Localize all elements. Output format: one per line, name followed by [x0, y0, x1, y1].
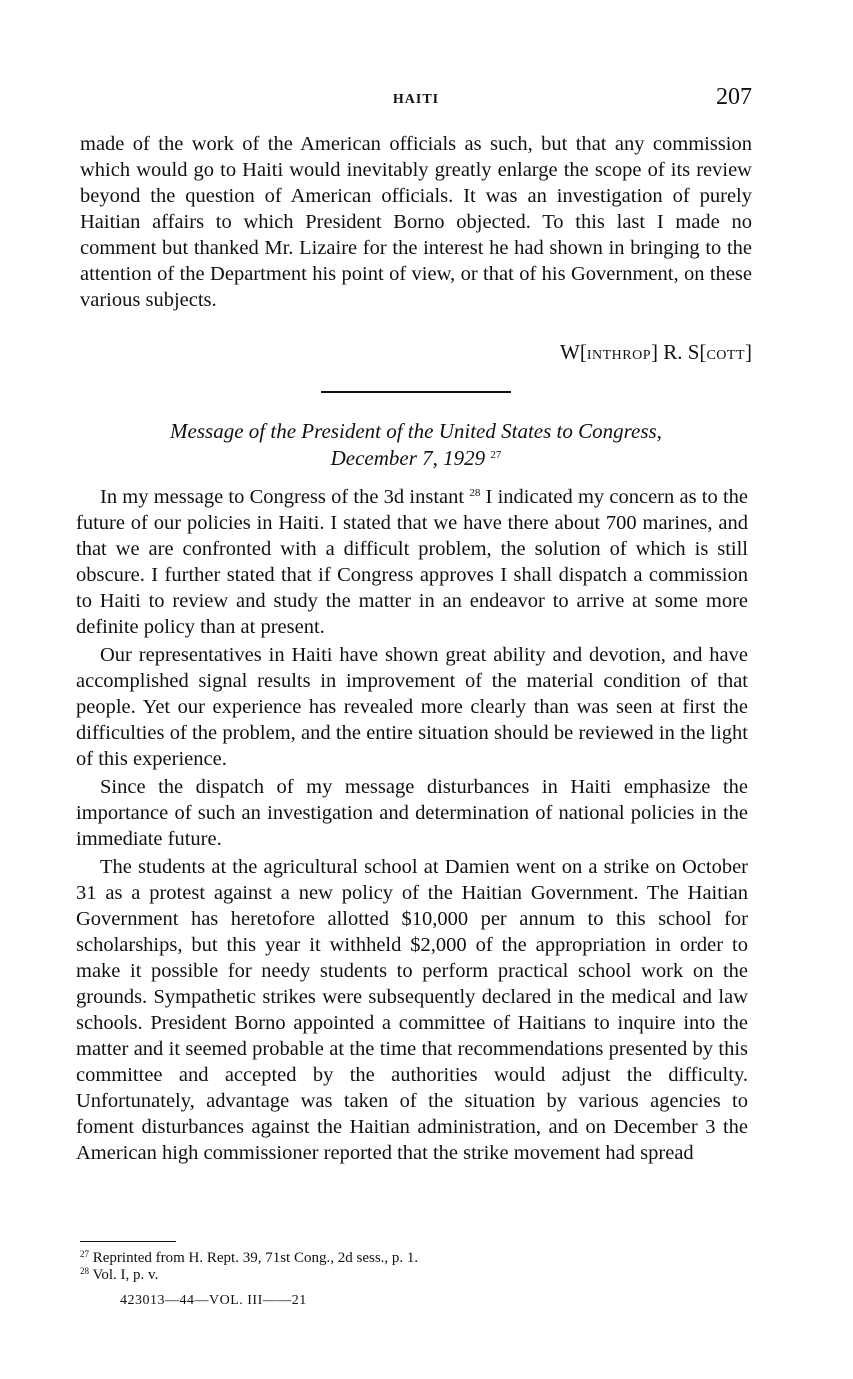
message-body [76, 484, 748, 1168]
heading-line-2 [80, 445, 752, 472]
footnote-28 [80, 1267, 752, 1284]
body-paragraph-1-rest: I indicated my concern as to the future of our policies in Haiti. I stated that we have there about 700 marines, and that we are confronted with a difficult problem, the solution of which is still obscure. I further stated that if Congress approves I shall dispatch a commission to Haiti to review and study the matter in an endeavor to arrive at some more definite policy than at present. [76, 486, 749, 638]
footnote-ref-27: 27 [490, 449, 502, 461]
signature-inthrop: INTHROP [586, 348, 651, 363]
footnote-number: 27 [80, 1249, 89, 1259]
footnote-number: 28 [80, 1266, 89, 1276]
page-header [80, 84, 752, 118]
signature [560, 340, 752, 365]
printer-imprint: 423013—44—VOL. III——21 [120, 1293, 307, 1308]
running-head: HAITI [392, 92, 440, 107]
continued-paragraph-text: made of the work of the American officials as such, but that any commission which would go to Haiti would inevitably greatly enlarge the scope of its review beyond the question of American officials. It was an investigation of purely Haitian affairs to which President Borno objected. To this last I made no comment but thanked Mr. Lizaire for the interest he had shown in bringing to the attention of the Department his point of view, or that of his Government, on these various subjects. [80, 133, 752, 311]
footnote-divider [80, 1241, 176, 1242]
page-number: 207 [716, 84, 752, 110]
continued-paragraph [80, 131, 752, 313]
footnote-text: Vol. I, p. v. [92, 1267, 159, 1283]
signature-initial-w: W[ [560, 340, 587, 364]
footnote-text: Reprinted from H. Rept. 39, 71st Cong., 2d sess., p. 1. [92, 1250, 419, 1266]
body-paragraph-1 [76, 484, 748, 640]
footnotes [80, 1250, 752, 1284]
signature-cott: COTT [706, 348, 745, 363]
body-paragraph-2: Our representatives in Haiti have shown great ability and devotion, and have accomplished signal results in improvement of the material condition of that people. Yet our experience has revealed more clearly than was seen at first the difficulties of the problem, and the entire situation should be reviewed in the light of this experience. [76, 644, 748, 770]
section-divider [321, 391, 511, 393]
body-paragraph-1-start: In my message to Congress of the 3d instant [100, 486, 465, 508]
section-heading [80, 418, 752, 472]
signature-middle: ] R. S[ [651, 340, 707, 364]
body-paragraph-3: Since the dispatch of my message disturbances in Haiti emphasize the importance of such an investigation and determination of national policies in the immediate future. [76, 776, 748, 850]
signature-end: ] [745, 340, 752, 364]
footnote-27 [80, 1250, 752, 1267]
heading-date: December 7, 1929 [330, 446, 486, 470]
body-paragraph-4: The students at the agricultural school at Damien went on a strike on October 31 as a protest against a new policy of the Haitian Government. The Haitian Government has heretofore allotted $10,000 per annum to this school for scholarships, but this year it withheld $2,000 of the appropriation in order to make it possible for needy students to perform practical school work on the grounds. Sympathetic strikes were subsequently declared in the medical and law schools. President Borno appointed a committee of Haitians to inquire into the matter and it seemed probable at the time that recommendations presented by this committee and accepted by the authorities would adjust the difficulty. Unfortunately, advantage was taken of the situation by various agencies to foment disturbances against the Haitian administration, and on December 3 the American high commissioner reported that the strike movement had spread [76, 856, 748, 1164]
heading-line-1: Message of the President of the United States to Congress, [170, 419, 662, 443]
footnote-ref-28: 28 [469, 487, 481, 499]
